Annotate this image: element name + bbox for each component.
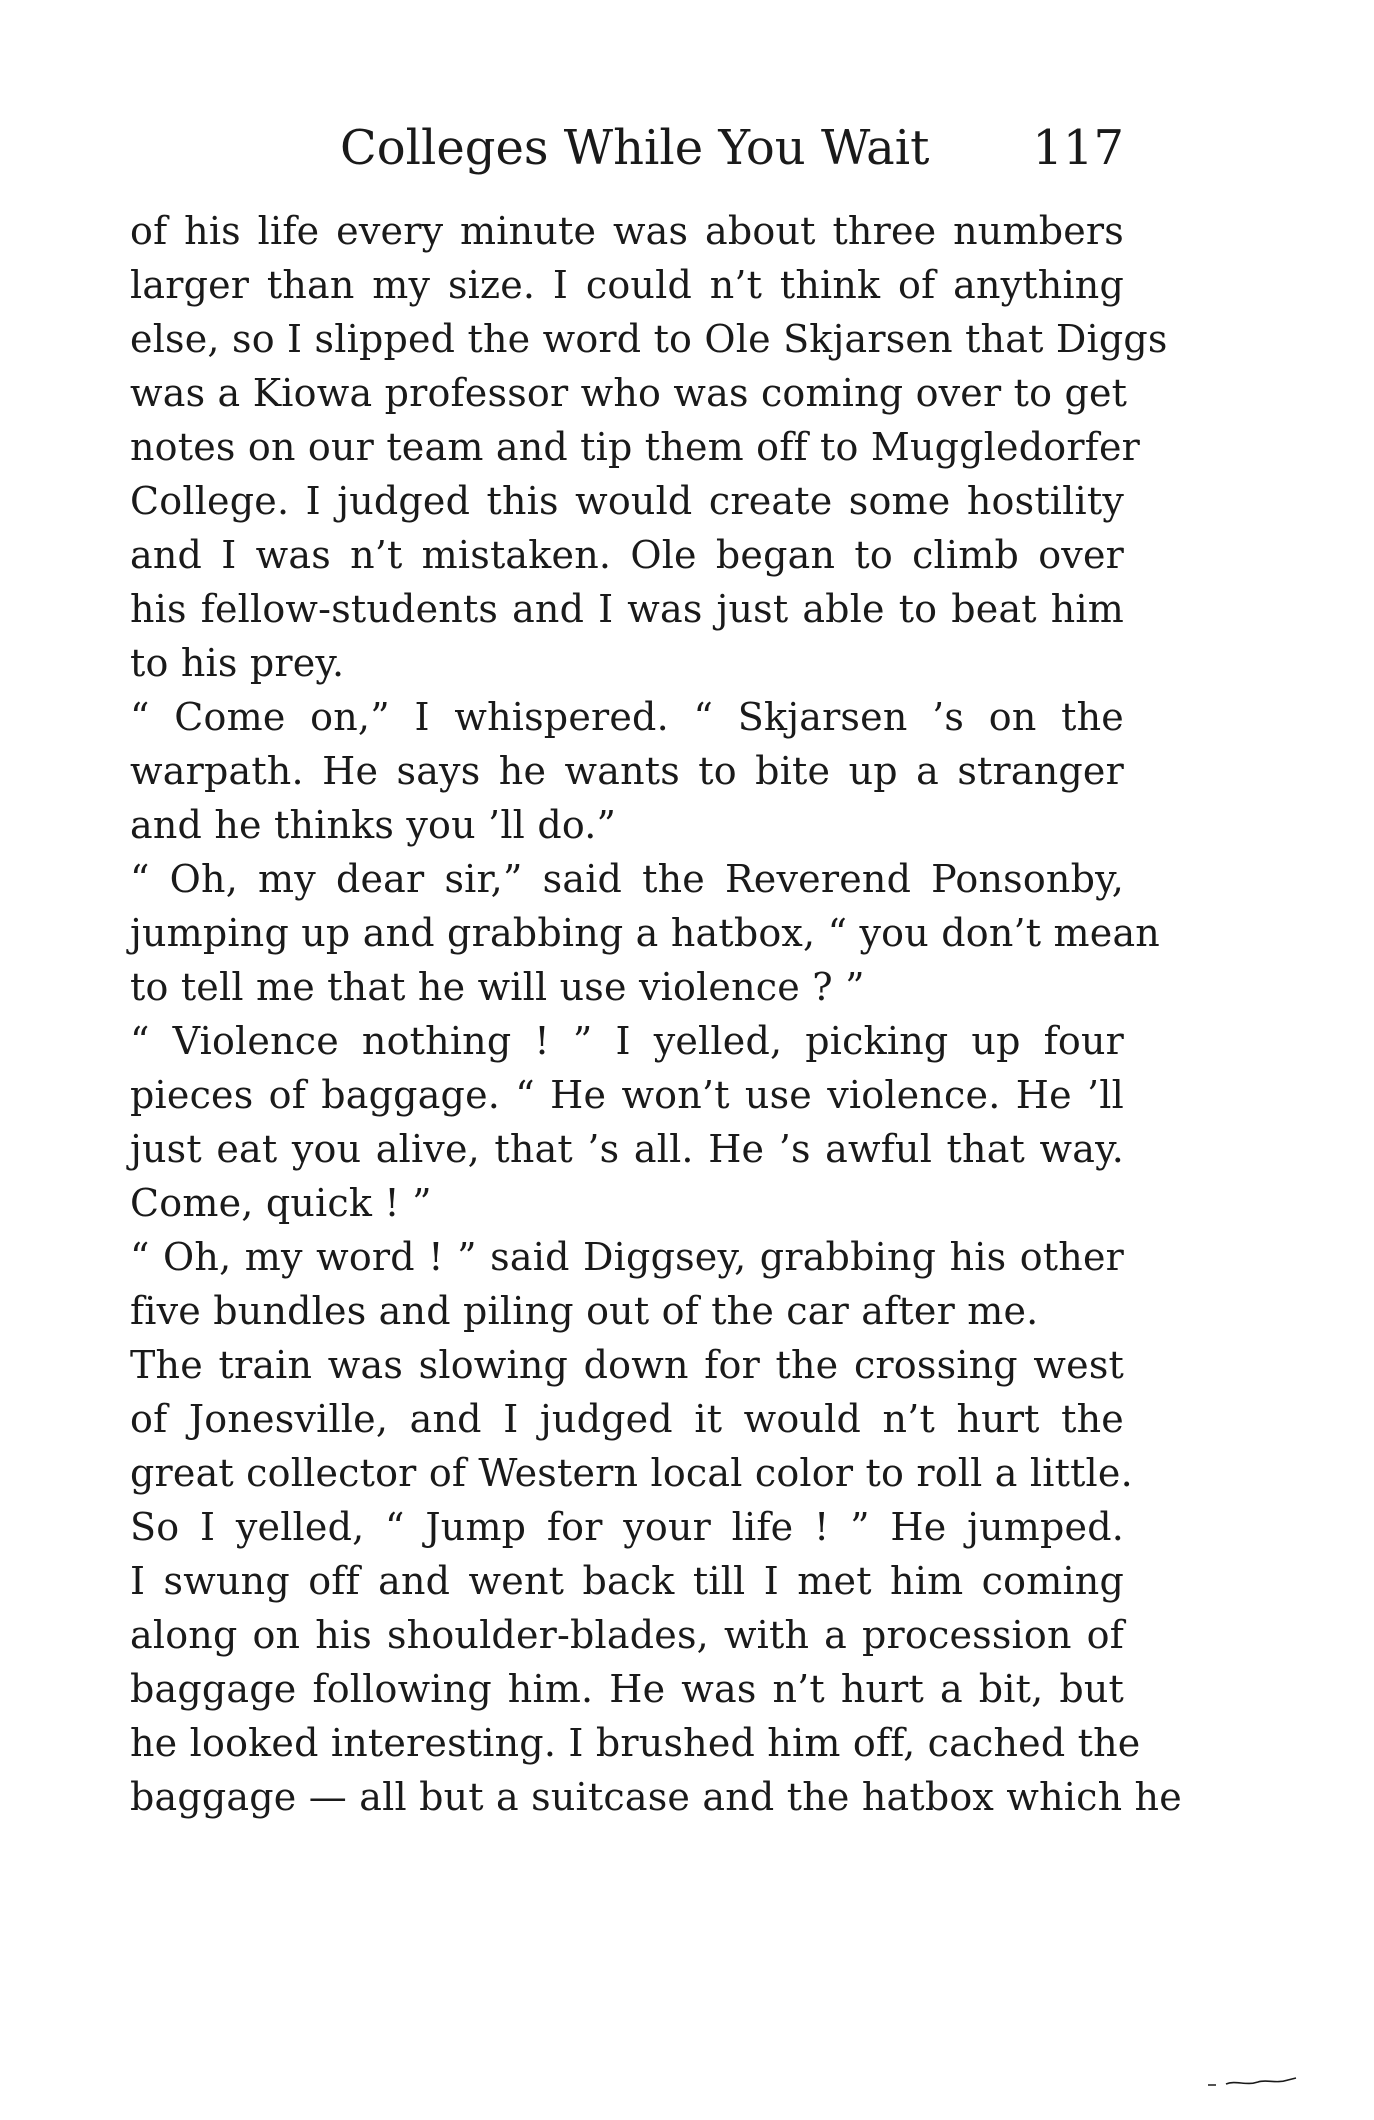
text-line: “ Oh, my word ! ” said Diggsey, grabbing his other [130, 1235, 1124, 1279]
text-line: The train was slowing down for the crossing west [130, 1343, 1124, 1387]
text-line: So I yelled, “ Jump for your life ! ” He jumped. [130, 1505, 1124, 1549]
running-title: Colleges While You Wait [340, 120, 930, 176]
text-line: larger than my size. I could n’t think of anything [130, 263, 1124, 307]
text-line: along on his shoulder-blades, with a procession of [130, 1613, 1124, 1657]
text-line: he looked interesting. I brushed him off, cached the [130, 1721, 1141, 1765]
running-head [130, 118, 1124, 178]
text-line: five bundles and piling out of the car after me. [130, 1289, 1039, 1333]
text-line: jumping up and grabbing a hatbox, “ you don’t mean [130, 911, 1160, 955]
text-line: of his life every minute was about three numbers [130, 209, 1124, 253]
text-line: baggage — all but a suitcase and the hatbox which he [130, 1775, 1182, 1819]
text-line: “ Oh, my dear sir,” said the Reverend Ponsonby, [130, 857, 1124, 901]
text-line: notes on our team and tip them off to Muggledorfer [130, 425, 1141, 469]
text-line: baggage following him. He was n’t hurt a bit, but [130, 1667, 1124, 1711]
page-number: 117 [1032, 120, 1124, 176]
text-line: just eat you alive, that ’s all. He ’s awful that way. [130, 1127, 1124, 1171]
text-line: and he thinks you ’ll do.” [130, 803, 617, 847]
text-line: his fellow-students and I was just able to beat him [130, 587, 1124, 631]
ink-smudge-mark [1206, 2076, 1298, 2088]
text-line: of Jonesville, and I judged it would n’t hurt the [130, 1397, 1124, 1441]
text-line: great collector of Western local color to roll a little. [130, 1451, 1133, 1495]
text-line: else, so I slipped the word to Ole Skjarsen that Diggs [130, 317, 1168, 361]
body-text [130, 204, 1182, 1824]
text-line: to his prey. [130, 641, 345, 685]
text-line: to tell me that he will use violence ? ” [130, 965, 865, 1009]
text-line: Come, quick ! ” [130, 1181, 432, 1225]
text-line: I swung off and went back till I met him coming [130, 1559, 1124, 1603]
text-line: warpath. He says he wants to bite up a stranger [130, 749, 1124, 793]
text-line: was a Kiowa professor who was coming over to get [130, 371, 1128, 415]
text-line: College. I judged this would create some hostility [130, 479, 1124, 523]
text-line: and I was n’t mistaken. Ole began to climb over [130, 533, 1124, 577]
text-line: “ Come on,” I whispered. “ Skjarsen ’s on the [130, 695, 1124, 739]
text-line: pieces of baggage. “ He won’t use violence. He ’ll [130, 1073, 1124, 1117]
text-line: “ Violence nothing ! ” I yelled, picking up four [130, 1019, 1124, 1063]
